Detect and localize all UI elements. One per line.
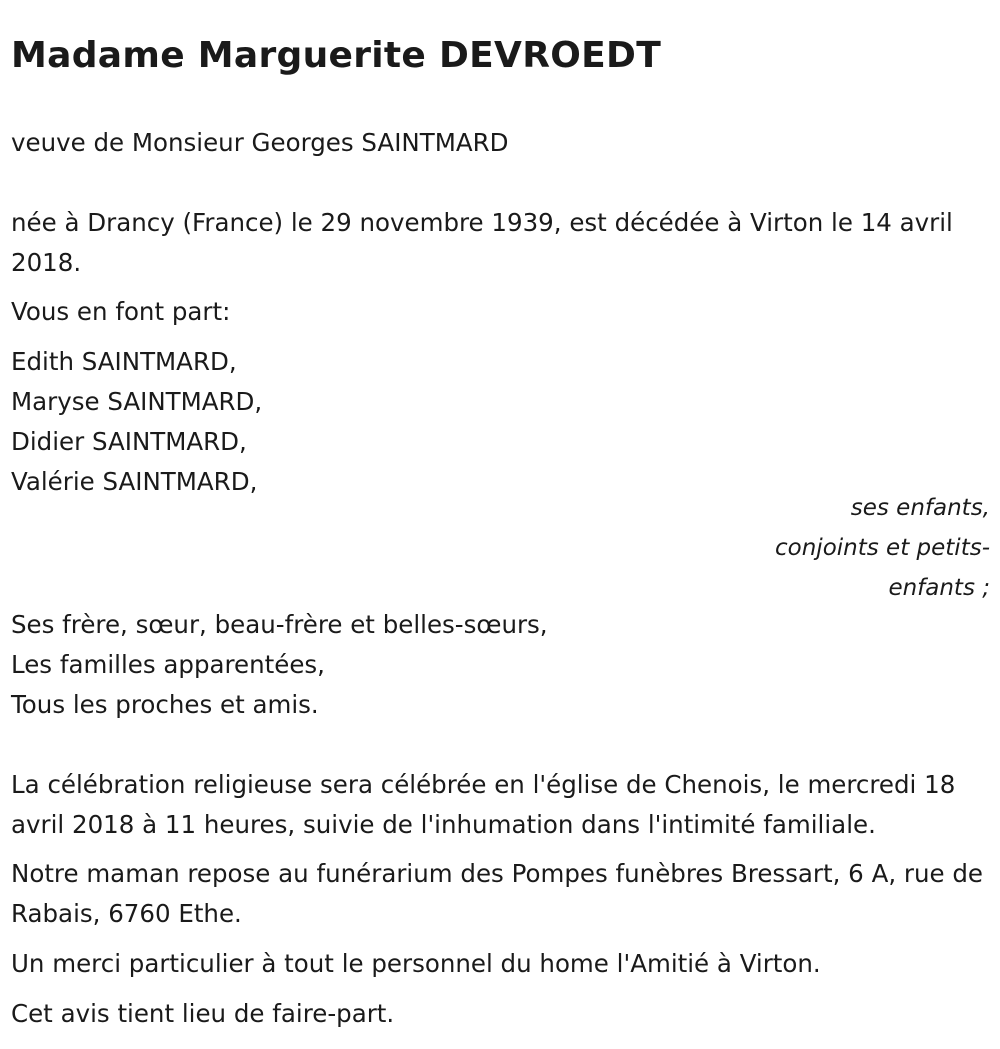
child-name: Didier SAINTMARD, xyxy=(11,427,247,456)
birth-death-paragraph: née à Drancy (France) le 29 novembre 1939, est décédée à Virton le 14 avril 2018. xyxy=(11,208,953,277)
children-role-line: ses enfants, xyxy=(850,495,990,521)
child-name: Valérie SAINTMARD, xyxy=(11,467,258,496)
thanks-line: Un merci particulier à tout le personnel du home l'Amitié à Virton. xyxy=(11,949,821,978)
widow-of-line: veuve de Monsieur Georges SAINTMARD xyxy=(11,128,509,157)
rest-place-paragraph: Notre maman repose au funérarium des Pompes funèbres Bressart, 6 A, rue de Rabais, 6760 Ethe. xyxy=(11,859,983,928)
closing-line: Cet avis tient lieu de faire-part. xyxy=(11,999,395,1028)
relatives-line: Les familles apparentées, xyxy=(11,650,325,679)
announce-intro: Vous en font part: xyxy=(11,297,231,326)
child-name: Maryse SAINTMARD, xyxy=(11,387,263,416)
ceremony-paragraph: La célébration religieuse sera célébrée en l'église de Chenois, le mercredi 18 avril 2018 à 11 heures, suivie de l'inhumation dans l'intimité familiale. xyxy=(11,770,956,839)
relatives-line: Tous les proches et amis. xyxy=(11,690,319,719)
child-name: Edith SAINTMARD, xyxy=(11,347,237,376)
children-role-block xyxy=(730,488,990,608)
relatives-line: Ses frère, sœur, beau-frère et belles-sœurs, xyxy=(11,610,548,639)
children-role-line: conjoints et petits- xyxy=(775,535,990,561)
children-role-line: enfants ; xyxy=(888,575,990,601)
deceased-name-title: Madame Marguerite DEVROEDT xyxy=(11,35,662,76)
